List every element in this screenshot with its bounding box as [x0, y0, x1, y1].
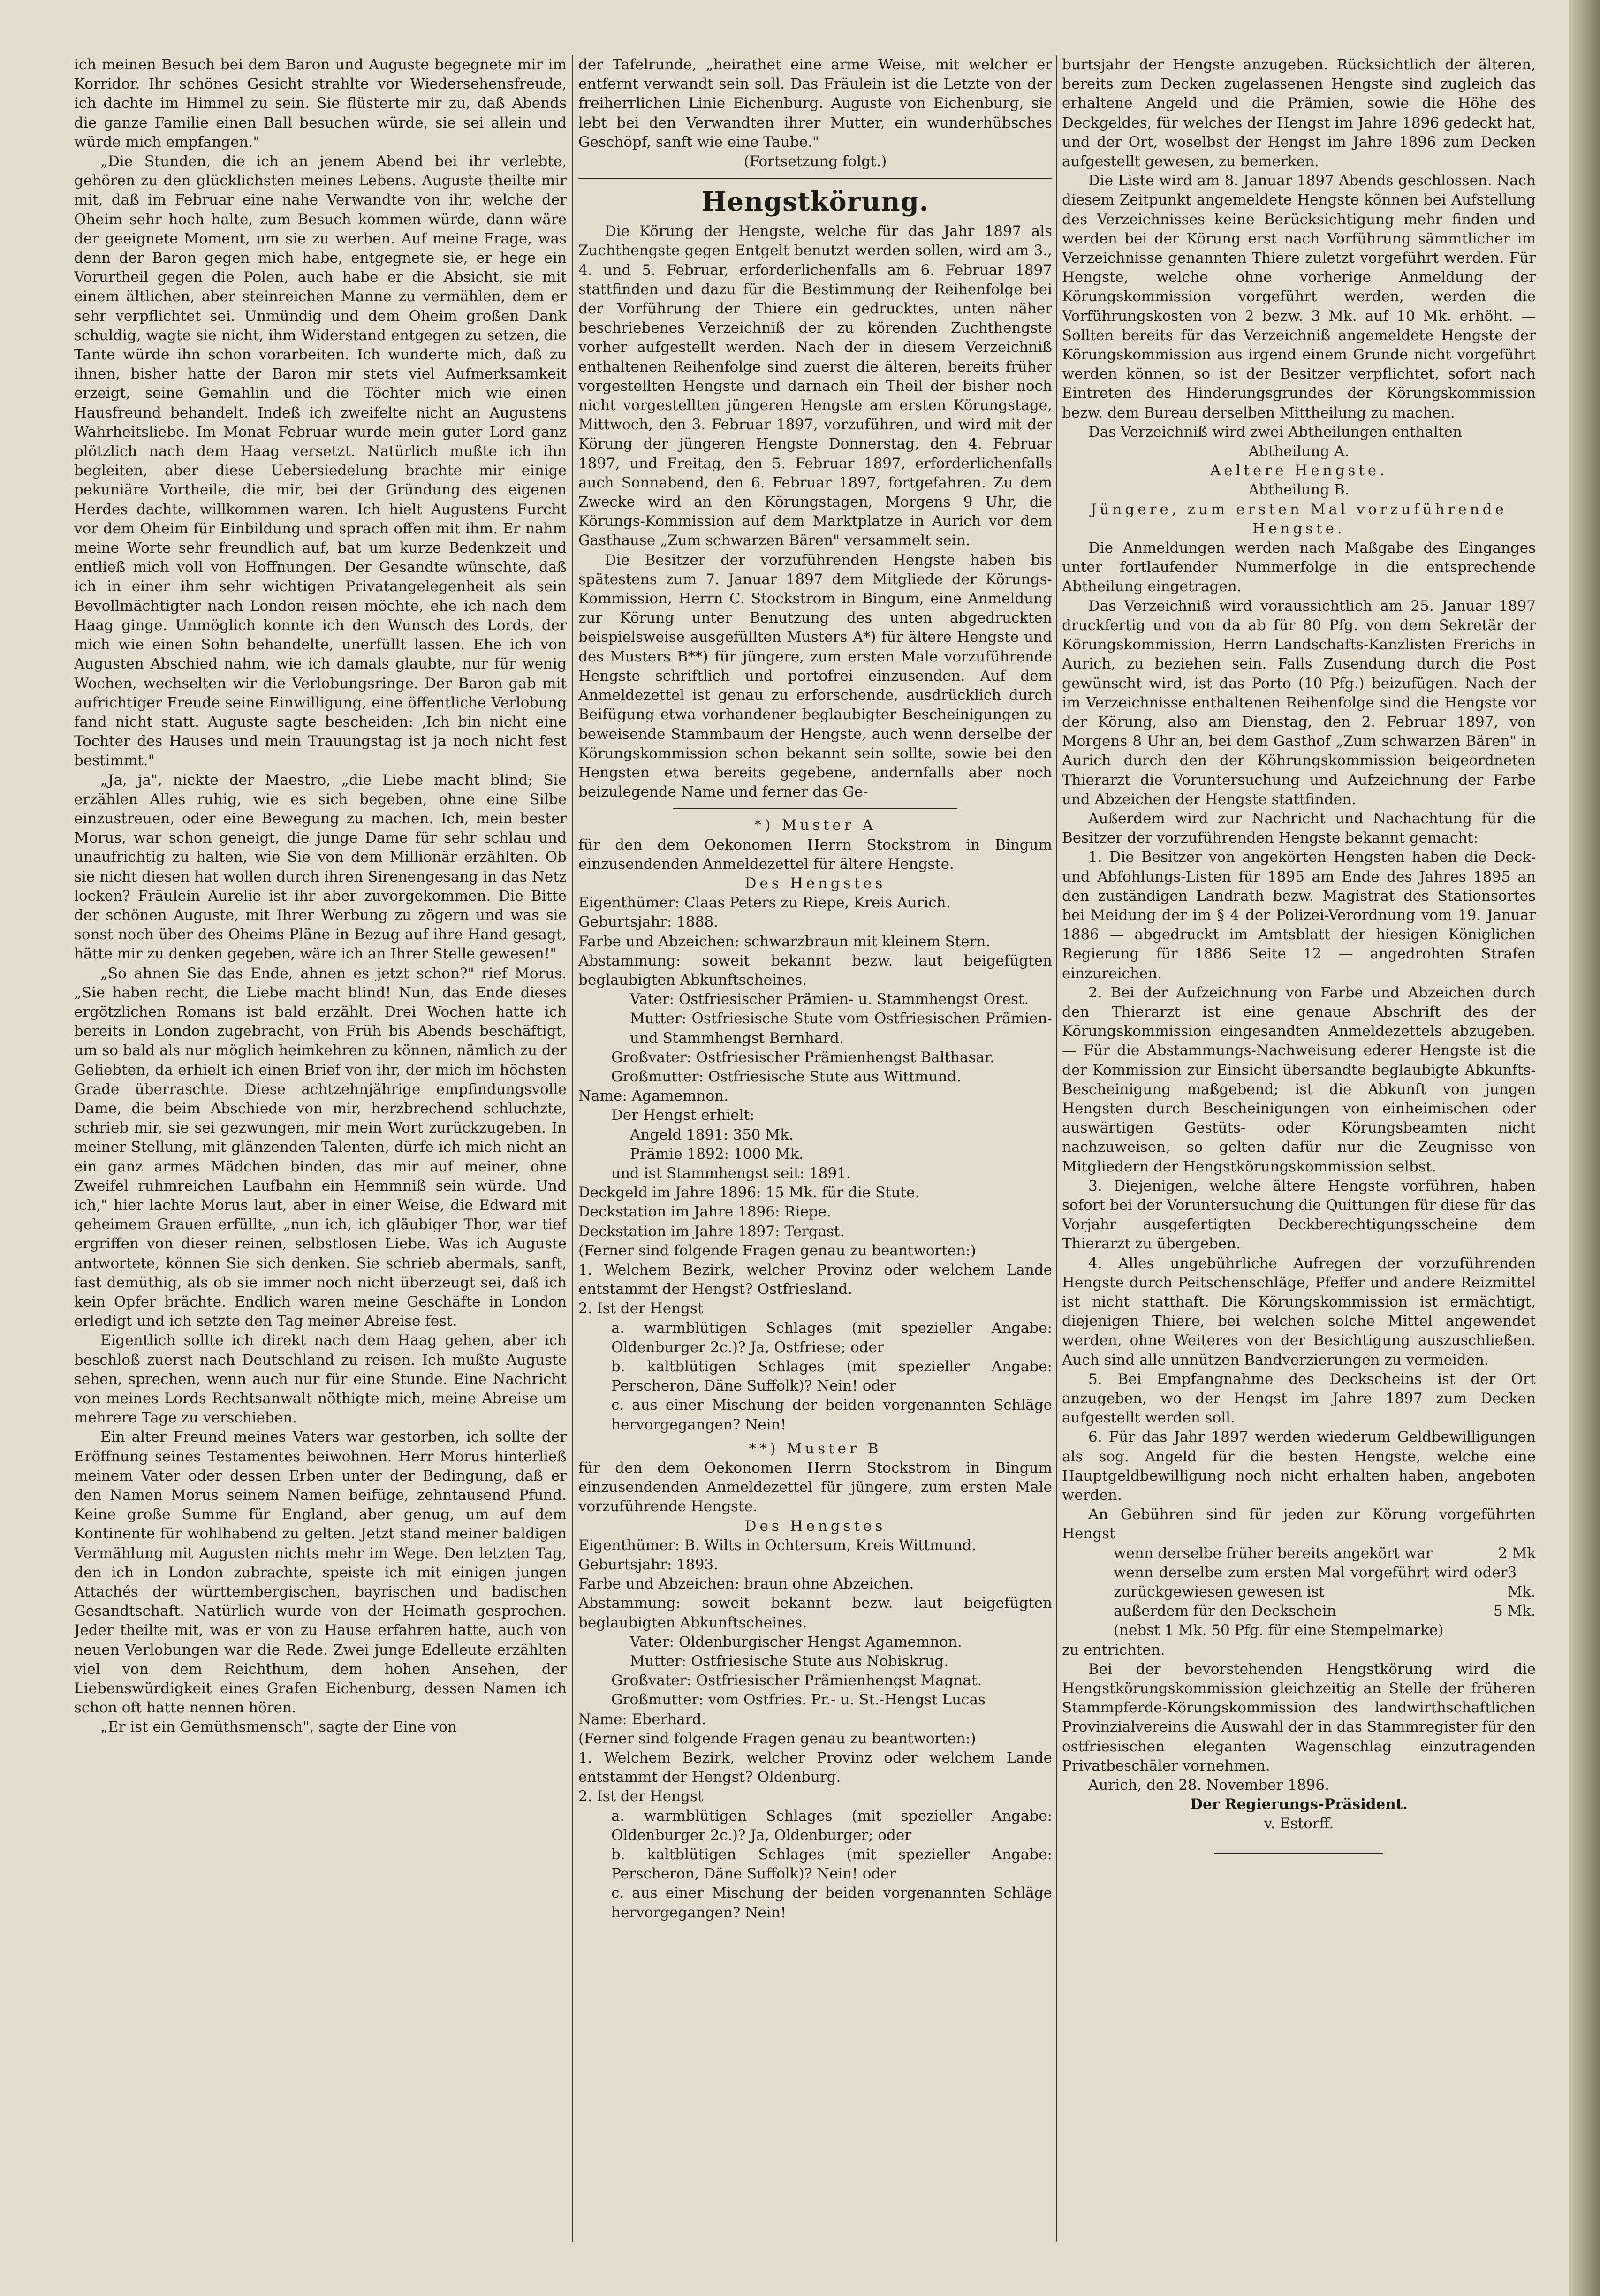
column-middle	[578, 55, 1052, 2279]
fee-amount: 5 Mk.	[1494, 1603, 1536, 1620]
column-right	[1062, 55, 1536, 2279]
paragraph: Das Verzeichniß wird voraussichtlich am 25. Januar 1897 druckfertig und von da ab für 80 Pfg. von dem Sekretär der Körungskommission, Herrn Landschafts-Kanzlisten Frerichs in Aurich, zu beziehen sein. Falls Zusendung durch die Post gewünscht wird, ist das Porto (10 Pfg.) beizufügen. Nach der im Verzeichnisse enthaltenen Reihenfolge sind die Hengste vor der Körung, also am Dienstag, den 2. Februar 1897, von Morgens 8 Uhr an, bei dem Gasthof „Zum schwarzen Bären" in Aurich durch den der Köhrungskommission beigeordneten Thierarzt die Voruntersuchung und Aufzeichnung der Farbe und Abzeichen der Hengste stattfinden.	[1062, 597, 1536, 808]
form-line: Vater: Oldenburgischer Hengst Agamemnon.	[630, 1633, 962, 1650]
paragraph: Die Körung der Hengste, welche für das Jahr 1897 als Zuchthengste gegen Entgelt benutzt werden sollen, wird am 3., 4. und 5. Februar, erforderlichenfalls am 6. Februar 1897 stattfinden und dazu für die Bestimmung der Reihenfolge bei der Vorführung der Thiere ein gedrucktes, unten näher beschriebenes Verzeichniß der zu körenden Zuchthengste vorher aufgestellt werden. Nach der in diesem Verzeichniß enthaltenen Reihenfolge sind zuerst die älteren, bereits früher vorgestellten Hengste und darnach ein Theil der bisher noch nicht vorgestellten jüngeren Hengste am ersten Körungstage, Mittwoch, den 3. Februar 1897, vorzuführen, und wird mit der Körung der jüngeren Hengste Donnerstag, den 4. Februar 1897, und Freitag, den 5. Februar 1897, erforderlichenfalls auch Sonnabend, den 6. Februar 1897, fortgefahren. Zu dem Zwecke wird an den Körungstagen, Morgens 9 Uhr, die Körungs-Kommission auf dem Marktplatze in Aurich vor dem Gasthause „Zum schwarzen Bären" versammelt sein.	[578, 223, 1052, 549]
paragraph: Das Verzeichniß wird zwei Abtheilungen enthalten	[1088, 423, 1462, 441]
form-title: *) Muster A	[754, 817, 876, 834]
form-line: Deckgeld im Jahre 1896: 15 Mk. für die Stute.	[578, 1184, 920, 1201]
fee-label: wenn derselbe früher bereits angekört war	[1114, 1544, 1433, 1562]
division-label: Abtheilung B.	[1248, 481, 1350, 499]
form-line: 1. Welchem Bezirk, welcher Provinz oder welchem Lande entstammt der Hengst? Ostfriesland.	[578, 1261, 1052, 1298]
fee-row	[1062, 1563, 1536, 1602]
form-line: (Ferner sind folgende Fragen genau zu beantworten:)	[578, 1730, 976, 1747]
paragraph: Eigentlich sollte ich direkt nach dem Haag gehen, aber ich beschloß zuerst nach Deutschland zu reisen. Ich mußte Auguste sehen, sprechen, wenn auch nur für eine Stunde. Eine Nachricht von meines Lords Rechtsanwalt nöthigte mich, meine Abreise um mehrere Tage zu verschieben.	[74, 1332, 567, 1427]
form-title: **) Muster B	[749, 1440, 882, 1457]
form-line: Der Hengst erhielt:	[611, 1107, 755, 1124]
paragraph: Bei der bevorstehenden Hengstkörung wird die Hengstkörungskommission gleichzeitig an Stelle der früheren Stammpferde-Körungskommission des landwirthschaftlichen Provinzialvereins die Auswahl der in das Stammregister für den ostfriesischen eleganten Wagenschlag einzutragenden Privatbeschäler vornehmen.	[1062, 1660, 1536, 1774]
form-line: Eigenthümer: Claas Peters zu Riepe, Kreis Aurich.	[578, 894, 951, 912]
form-line: 1. Welchem Bezirk, welcher Provinz oder welchem Lande entstammt der Hengst? Oldenburg.	[578, 1749, 1052, 1786]
paragraph: „So ahnen Sie das Ende, ahnen es jetzt schon?" rief Morus. „Sie haben recht, die Liebe macht blind! Nun, das Ende dieses ergötzlichen Romans ist bald erzählt. Drei Wochen hatte ich bereits in London zugebracht, von Früh bis Abends beschäftigt, um so bald als nur möglich heimkehren zu können, nämlich zu der Geliebten, da erhielt ich einen Brief von ihr, der mich im höchsten Grade überraschte. Diese achtzehnjährige empfindungsvolle Dame, die beim Abschiede von mir, herzbrechend schluchzte, schrieb mir, sie sei gezwungen, mir mein Wort zurückzugeben. In meiner Stellung, mit glänzenden Talenten, dürfe ich mich nicht an ein ganz armes Mädchen binden, das mir auf meiner, ohne Zweifel ruhmreichen Laufbahn ein Hemmniß sein würde. Und ich," hier lachte Morus laut, aber in einer Weise, die Edward mit geheimem Grauen erfüllte, „nun ich, ich gläubiger Thor, war tief ergriffen von dieser reinen, selbstlosen Liebe. Was ich Auguste antwortete, können Sie sich denken. Sie schrieb abermals, sanft, fast demüthig, als ob sie immer noch nicht überzeugt sei, daß ich kein Opfer brächte. Endlich waren meine Geschäfte in London erledigt und ich setzte den Tag meiner Abreise fest.	[74, 965, 567, 1330]
form-line: Prämie 1892: 1000 Mk.	[630, 1145, 804, 1163]
form-line: a. warmblütigen Schlages (mit spezieller Angabe: Oldenburger 2c.)? Ja, Ostfriese; oder	[611, 1319, 1052, 1356]
form-b-lines	[578, 1536, 1052, 1923]
form-line: Geburtsjahr: 1888.	[578, 913, 719, 931]
paragraph: Außerdem wird zur Nachricht und Nachachtung für die Besitzer der vorzuführenden Hengste bekannt gemacht:	[1062, 810, 1536, 847]
form-line: Name: Agamemnon.	[578, 1087, 728, 1105]
form-line: Vater: Ostfriesischer Prämien- u. Stammhengst Orest.	[630, 991, 1029, 1008]
form-line: Großvater: Ostfriesischer Prämienhengst Magnat.	[611, 1672, 982, 1689]
column-rule	[572, 55, 573, 2242]
form-line: Mutter: Ostfriesische Stute vom Ostfriesischen Prämien- und Stammhengst Bernhard.	[630, 1010, 1052, 1047]
paragraph: „Er ist ein Gemüthsmensch", sagte der Eine von	[100, 1718, 457, 1736]
form-a-lines	[578, 893, 1052, 1435]
division-label: Abtheilung A.	[1248, 443, 1350, 460]
division-title: Jüngere, zum ersten Mal vorzuführende Hengste.	[1091, 501, 1507, 537]
fee-label: (nebst 1 Mk. 50 Pfg. für eine Stempelmarke)	[1114, 1622, 1444, 1639]
paragraph: 1. Die Besitzer von angekörten Hengsten haben die Deck- und Abfohlungs-Listen für 1895 am Ende des Jahres 1895 an den zuständigen Landrath bezw. Magistrat des Stationsortes bei Meidung der im § 4 der Polizei-Verordnung vom 19. Januar 1886 — abgedruckt im Amtsblatt der hiesigen Königlichen Regierung für 1886 Seite 12 — angedrohten Strafen einzureichen.	[1062, 849, 1536, 982]
paragraph: 6. Für das Jahr 1897 werden wiederum Geldbewilligungen als sog. Angeld für die besten Hengste, welche eine Hauptgeldbewilligung noch nicht erhalten haben, angeboten werden.	[1062, 1429, 1536, 1504]
fee-label: wenn derselbe zum ersten Mal vorgeführt wird oder zurückgewiesen gewesen ist	[1114, 1564, 1508, 1601]
form-line: Großmutter: vom Ostfries. Pr.- u. St.-Hengst Lucas	[611, 1691, 986, 1709]
end-rule	[1214, 1853, 1383, 1854]
form-line: b. kaltblütigen Schlages (mit spezieller Angabe: Perscheron, Däne Suffolk)? Nein! oder	[611, 1358, 1052, 1395]
column-left	[74, 55, 567, 2279]
divider	[578, 178, 1052, 179]
paragraph: „Die Stunden, die ich an jenem Abend bei ihr verlebte, gehören zu den glücklichsten meines Lebens. Auguste theilte mir mit, daß im Februar eine nahe Verwandte von ihr, welche der Oheim sehr hoch halte, zum Besuch kommen würde, dann wäre der geeignete Moment, um sie zu werben. Auf meine Frage, was denn der Baron gegen mich habe, entgegnete sie, er hege ein Vorurtheil gegen die Polen, auch habe er die Absicht, sie mit einem ältlichen, aber steinreichen Manne zu vermählen, dem er sehr verpflichtet sei. Unmündig und dem Oheim großen Dank schuldig, wagte sie nicht, ihm Widerstand entgegen zu setzen, die Tante würde ihn schon vorarbeiten. Ich wunderte mich, daß zu ihnen, bisher hatte der Baron mir stets viel Aufmerksamkeit erzeigt, seine Gemahlin und die Töchter mich wie einen Hausfreund behandelt. Indeß ich zweifelte nicht an Augustens Wahrheitsliebe. Im Monat Februar wurde mein guter Lord ganz plötzlich nach dem Haag versetzt. Natürlich mußte ich ihn begleiten, aber diese Uebersiedelung brachte mir einige pekuniäre Vortheile, die mir, bei der Gründung des eigenen Herdes dachte, willkommen waren. Ich hielt Augustens Furcht vor dem Oheim für Einbildung und sprach offen mit ihm. Er nahm meine Worte sehr freundlich auf, bat um kurze Bedenkzeit und entließ mich voll von Hoffnungen. Der Gesandte wünschte, daß ich in einer ihm sehr wichtigen Privatangelegenheit als sein Bevollmächtigter nach London reisen möchte, ehe ich nach dem Haag ginge. Unmöglich konnte ich den Wunsch des Lords, der mich wie einen Sohn behandelte, unerfüllt lassen. Ehe ich von Augusten Abschied nahm, wie ich damals glaubte, nur für wenig Wochen, wechselten wir die Verlobungsringe. Der Baron gab mit aufrichtiger Freude seine Einwilligung, eine öffentliche Verlobung fand nicht statt. Auguste sagte bescheiden: ‚Ich bin nicht eine Tochter des Hauses und mein Trauungstag ist ja noch nicht fest bestimmt."	[74, 153, 567, 769]
fee-label: außerdem für den Deckschein	[1114, 1603, 1336, 1620]
paragraph: zu entrichten.	[1062, 1641, 1165, 1658]
fee-row	[1062, 1544, 1536, 1563]
fee-row	[1062, 1621, 1536, 1640]
form-line: c. aus einer Mischung der beiden vorgenannten Schläge hervorgegangen? Nein!	[611, 1397, 1052, 1433]
form-line: c. aus einer Mischung der beiden vorgenannten Schläge hervorgegangen? Nein!	[611, 1885, 1052, 1921]
paragraph: Die Anmeldungen werden nach Maßgabe des Einganges unter fortlaufender Nummerfolge in die entsprechende Abtheilung eingetragen.	[1062, 540, 1536, 595]
form-line: Deckstation im Jahre 1897: Tergast.	[578, 1223, 845, 1240]
paragraph: An Gebühren sind für jeden zur Körung vorgeführten Hengst	[1062, 1506, 1536, 1543]
form-line: Farbe und Abzeichen: braun ohne Abzeichen.	[578, 1575, 914, 1593]
division-title: Aeltere Hengste.	[1210, 462, 1388, 479]
form-intro: für den dem Oekonomen Herrn Stockstrom in Bingum einzusendenden Anmeldezettel für ältere Hengste.	[578, 836, 1052, 873]
form-intro: für den dem Oekonomen Herrn Stockstrom in Bingum einzusendenden Anmeldezettel für jüngere, zum ersten Male vorzuführende Hengste.	[578, 1460, 1052, 1515]
fee-amount: 2 Mk	[1498, 1544, 1536, 1562]
paragraph: 5. Bei Empfangnahme des Deckscheins ist der Ort anzugeben, wo der Hengst im Jahre 1897 zum Decken aufgestellt werden soll.	[1062, 1370, 1536, 1427]
dateline: Aurich, den 28. November 1896.	[1088, 1777, 1329, 1794]
section-heading: Hengstkörung.	[701, 186, 929, 218]
form-line: 2. Ist der Hengst	[578, 1300, 704, 1317]
form-line: Geburtsjahr: 1893.	[578, 1556, 719, 1574]
form-line: und ist Stammhengst seit: 1891.	[611, 1164, 851, 1182]
fee-row	[1062, 1602, 1536, 1621]
form-line: Großvater: Ostfriesischer Prämienhengst Balthasar.	[611, 1049, 995, 1066]
fee-list	[1062, 1544, 1536, 1641]
form-line: Eigenthümer: B. Wilts in Ochtersum, Kreis Wittmund.	[578, 1536, 977, 1554]
paragraph: 3. Diejenigen, welche ältere Hengste vorführen, haben sofort bei der Voruntersuchung die Quittungen für diese für das Vorjahr ausgefertigten Deckberechtigungsscheine dem Thierarzt zu übergeben.	[1062, 1177, 1536, 1253]
paragraph: der Tafelrunde, „heirathet eine arme Weise, mit welcher er entfernt verwandt sein soll. Das Fräulein ist die Letzte von der freiherrlichen Linie Eichenburg. Auguste von Eichenburg, sie lebt bei den Verwandten ihrer Mutter, ein wunderhübsches Geschöpf, sanft wie eine Taube."	[578, 56, 1052, 151]
form-line: Deckstation im Jahre 1896: Riepe.	[578, 1203, 831, 1221]
form-line: Angeld 1891: 350 Mk.	[630, 1126, 794, 1143]
divider	[673, 808, 957, 809]
paragraph: Ein alter Freund meines Vaters war gestorben, ich sollte der Eröffnung seines Testamentes beiwohnen. Herr Morus hinterließ meinem Vater oder dessen Erben unter der Bedingung, daß er den Namen Morus seinem Namen beifüge, zehntausend Pfund. Keine große Summe für England, aber genug, um auf dem Kontinente für wohlhabend zu gelten. Jetzt stand meiner baldigen Vermählung mit Augusten nichts mehr im Wege. Den letzten Tag, den ich in London zubrachte, speiste ich mit einigen jungen Attachés der württembergischen, bayrischen und badischen Gesandtschaft. Natürlich wurde von der Heimath gesprochen. Jeder theilte mit, was er von zu Hause erfahren hatte, auch von neuen Verlobungen war die Rede. Zwei junge Edelleute erzählten viel von dem Reichthum, dem hohen Ansehen, der Liebenswürdigkeit eines Grafen Eichenburg, dessen Namen ich schon oft hatte nennen hören.	[74, 1429, 567, 1717]
continuation-note: (Fortsetzung folgt.)	[743, 153, 887, 170]
form-line: Abstammung: soweit bekannt bezw. laut beigefügten beglaubigten Abkunftscheines.	[578, 952, 1052, 988]
signatory-name: v. Estorff.	[1264, 1815, 1334, 1832]
paragraph: Die Liste wird am 8. Januar 1897 Abends geschlossen. Nach diesem Zeitpunkt angemeldete Hengste können bei Aufstellung des Verzeichnisses keine Berücksichtigung mehr finden und werden bei der Körung erst nach Vorführung sämmtlicher im Verzeichnisse genannten Thiere zuletzt vorgeführt werden. Für Hengste, welche ohne vorherige Anmeldung der Körungskommission vorgeführt werden, werden die Vorführungskosten von 2 bezw. 3 Mk. auf 10 Mk. erhöht. — Sollten bereits für das Verzeichniß angemeldete Hengste der Körungskommission aus irgend einem Grunde nicht vorgeführt werden können, so ist der Besitzer verpflichtet, sofort nach Eintreten des Hinderungsgrundes der Körungskommission bezw. dem Bureau derselben Mittheilung zu machen.	[1062, 172, 1536, 421]
form-line: Großmutter: Ostfriesische Stute aus Wittmund.	[611, 1068, 961, 1085]
paragraph: 2. Bei der Aufzeichnung von Farbe und Abzeichen durch den Thierarzt ist eine genaue Abschrift des der Körungskommission eingesandten Anmeldezettels abzugeben. — Für die Abstammungs-Nachweisung ederer Hengste ist die der Kommission zur Einsicht übersandte beglaubigte Abkunfts-Bescheinigung maßgebend; ist die Abkunft von jungen Hengsten durch Bescheinigungen von einheimischen oder auswärtigen Gestüts- oder Körungsbeamten nicht nachzuweisen, so gelten dafür nur die Zeugnisse von Mitgliedern der Hengstkörungskommission selbst.	[1062, 984, 1536, 1175]
form-subtitle: Des Hengstes	[744, 1517, 886, 1535]
form-subtitle: Des Hengstes	[744, 874, 886, 892]
paragraph: 4. Alles ungebührliche Aufregen der vorzuführenden Hengste durch Peitschenschläge, Pfeffer und andere Reizmittel ist nicht statthaft. Die Körungskommission ist ermächtigt, diejenigen Thiere, bei welchen solche Mittel angewendet werden, ohne Weiteres von der Besichtigung auszuschließen. Auch sind alle unnützen Bandverzierungen zu vermeiden.	[1062, 1254, 1536, 1368]
form-line: Name: Eberhard.	[578, 1711, 706, 1728]
paragraph: ich meinen Besuch bei dem Baron und Auguste begegnete mir im Korridor. Ihr schönes Gesicht strahlte vor Wiedersehensfreude, ich dachte im Himmel zu sein. Sie flüsterte mir zu, daß Abends die ganze Familie einen Ball besuchen würde, sie sei allein und würde mich empfangen."	[74, 56, 567, 151]
fee-amount: 3 Mk.	[1507, 1564, 1536, 1601]
paragraph: „Ja, ja", nickte der Maestro, „die Liebe macht blind; Sie erzählen Alles ruhig, wie es sich begeben, ohne eine Silbe einzustreuen, oder eine Bewegung zu machen. Ich, mein bester Morus, war schon geneigt, die junge Dame für sehr schlau und unaufrichtig zu halten, wie Sie von dem Millionär erzählten. Ob sie nicht diesen hat wollen durch ihren Sirenengesang in das Netz locken? Fräulein Aurelie ist ihr aber zuvorgekommen. Die Bitte der schönen Auguste, mit Ihrer Werbung zu zögern und was sie sonst noch über des Oheims Pläne in Bezug auf ihre Hand gesagt, hätte mir zu denken gegeben, wäre ich an Ihrer Stelle gewesen!"	[74, 771, 567, 963]
form-line: Mutter: Ostfriesische Stute aus Nobiskrug.	[630, 1653, 948, 1670]
signatory-title: Der Regierungs-Präsident.	[1190, 1796, 1408, 1813]
form-line: 2. Ist der Hengst	[578, 1788, 704, 1805]
form-line: Farbe und Abzeichen: schwarzbraun mit kleinem Stern.	[578, 933, 991, 950]
form-line: a. warmblütigen Schlages (mit spezieller Angabe: Oldenburger 2c.)? Ja, Oldenburger; oder	[611, 1807, 1052, 1844]
paragraph: Die Besitzer der vorzuführenden Hengste haben bis spätestens zum 7. Januar 1897 dem Mitgliede der Körungs-Kommission, Herrn C. Stockstrom in Bingum, eine Anmeldung zur Körung unter Benutzung des unten abgedruckten beispielsweise ausgefüllten Musters A*) für ältere Hengste und des Musters B**) für jüngere, zum ersten Male vorzuführende Hengste schriftlich und portofrei einzusenden. Auf dem Anmeldezettel ist genau zu erforschende, ausdrücklich durch Beifügung etwa vorhandener beglaubigter Bescheinigungen zu beweisende Stammbaum der Hengste, auch wenn derselbe der Körungskommission schon bekannt sein sollte, sowie bei den Hengsten etwa bereits gegebene, andernfalls aber noch beizulegende Name und ferner das Ge-	[578, 551, 1052, 801]
page-edge	[1569, 0, 1600, 2296]
form-line: b. kaltblütigen Schlages (mit spezieller Angabe: Perscheron, Däne Suffolk)? Nein! oder	[611, 1846, 1052, 1883]
paragraph: burtsjahr der Hengste anzugeben. Rücksichtlich der älteren, bereits zum Decken zugelassenen Hengste sind zugleich das erhaltene Angeld und die Prämien, sowie die Höhe des Deckgeldes, für welches der Hengst im Jahre 1896 gedeckt hat, und der Ort, woselbst der Hengst im Jahre 1896 zum Decken aufgestellt gewesen, zu bemerken.	[1062, 56, 1536, 170]
form-line: (Ferner sind folgende Fragen genau zu beantworten:)	[578, 1242, 976, 1259]
column-rule	[1056, 55, 1057, 2242]
form-line: Abstammung: soweit bekannt bezw. laut beigefügten beglaubigten Abkunftscheines.	[578, 1595, 1052, 1631]
